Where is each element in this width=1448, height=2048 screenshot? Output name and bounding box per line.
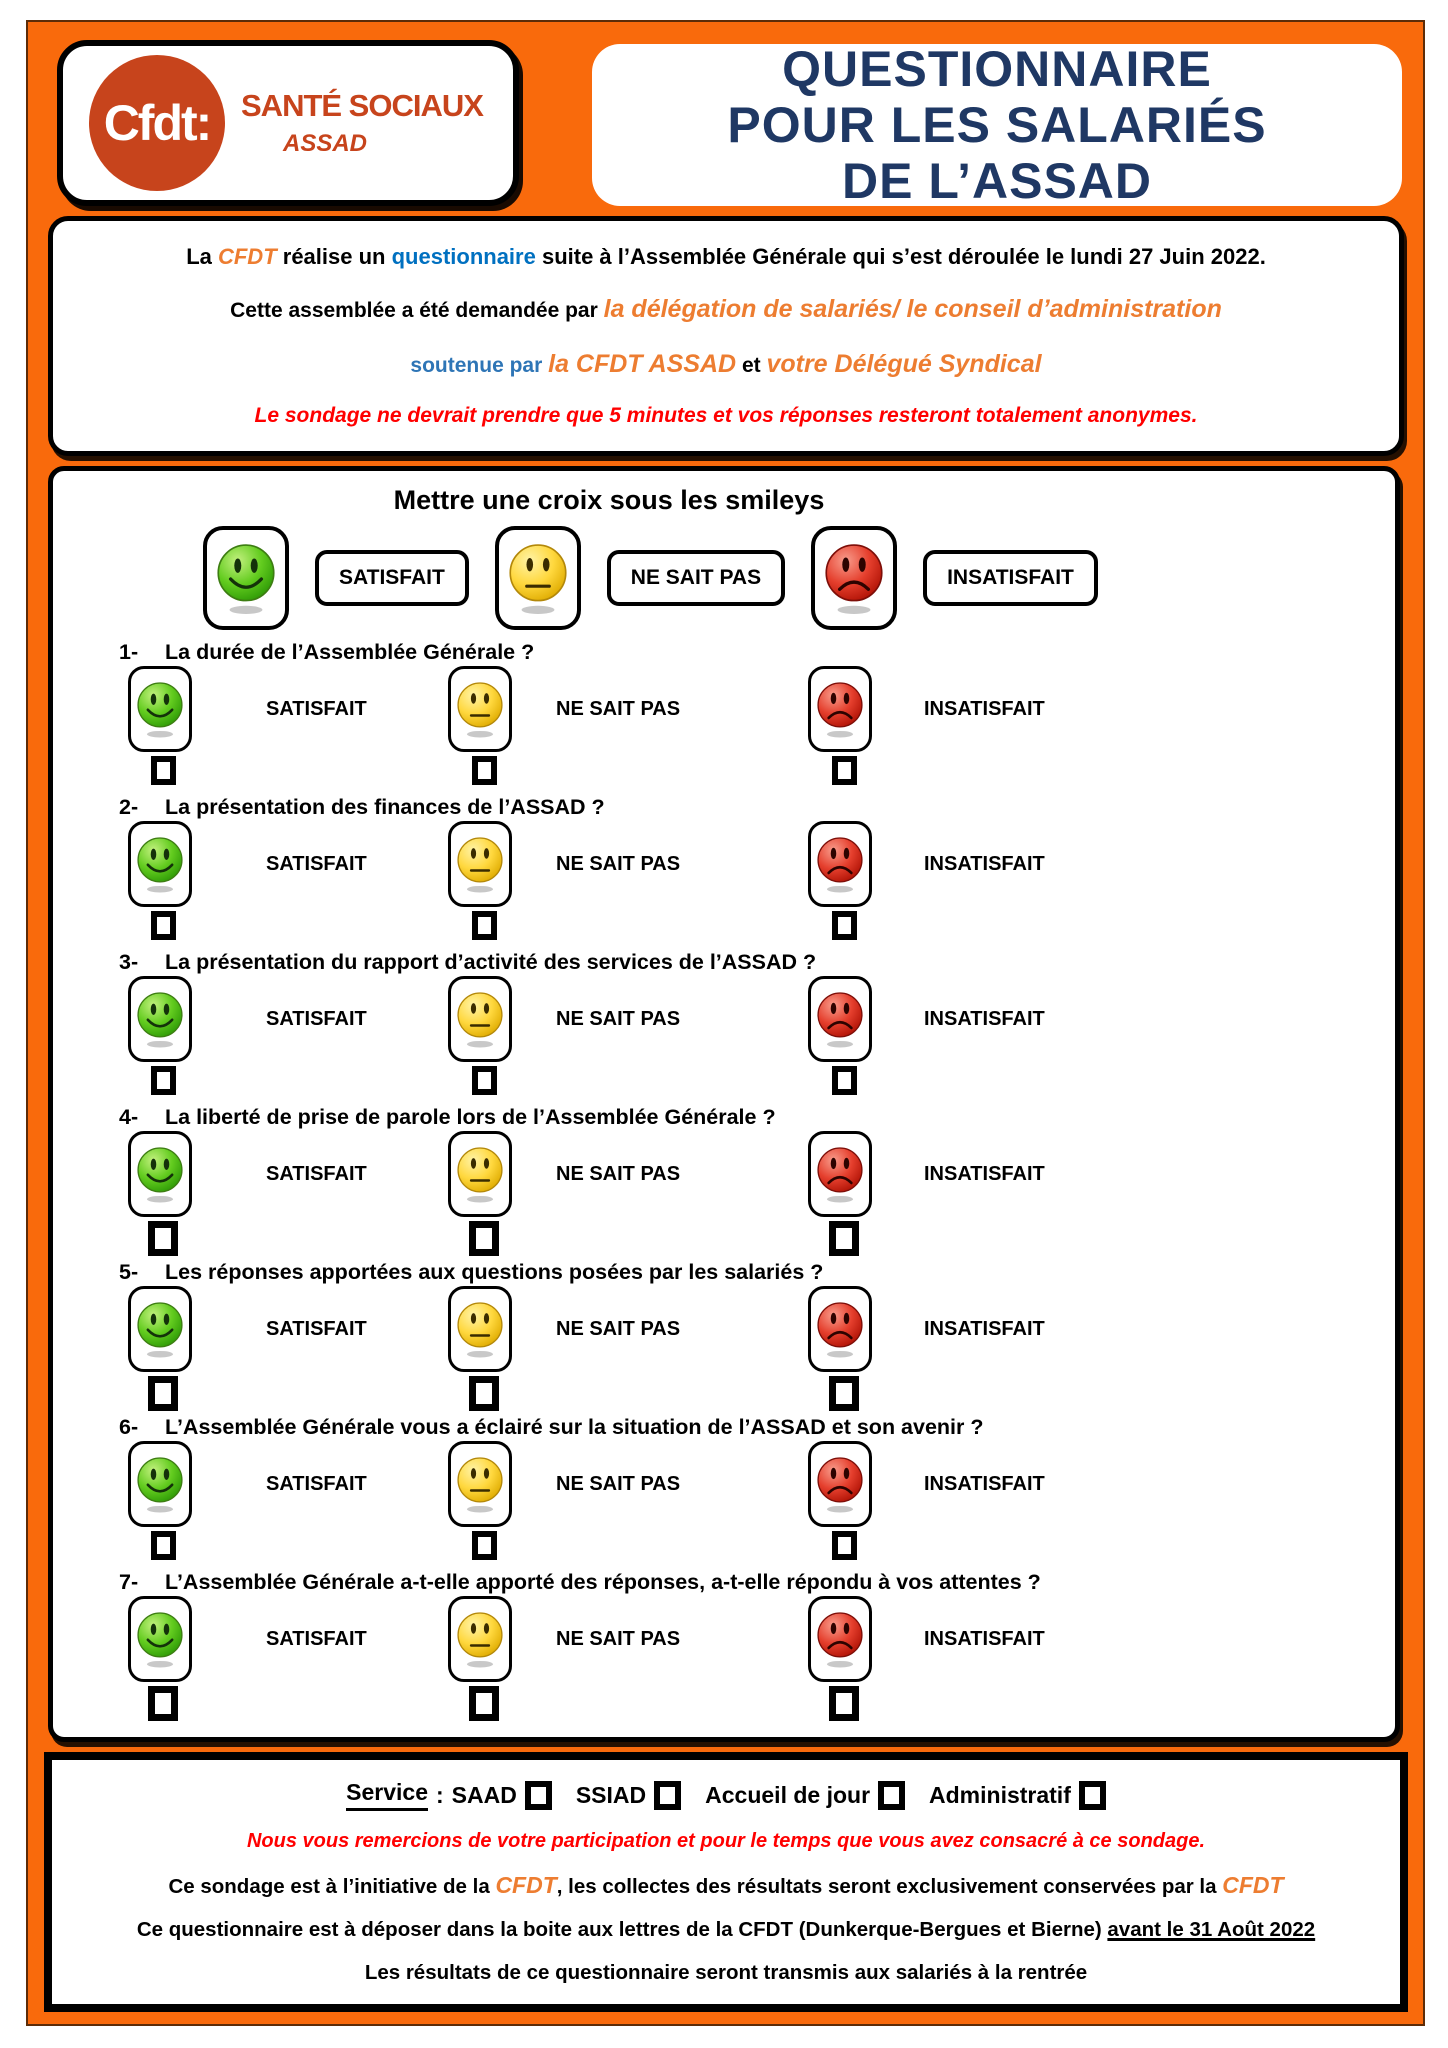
question-block xyxy=(53,634,1395,789)
intro-line-2 xyxy=(79,295,1373,324)
checkbox-row xyxy=(128,911,1395,944)
title-line-2: POUR LES SALARIÉS xyxy=(727,97,1267,153)
checkbox-cell xyxy=(128,911,198,940)
checkbox-cell xyxy=(128,1221,198,1256)
checkbox-row xyxy=(128,1686,1395,1719)
red-sad-smiley xyxy=(811,526,897,630)
yellow-neutral-smiley-icon xyxy=(454,679,506,739)
checkbox-cell xyxy=(448,1221,520,1256)
question-number: 7- xyxy=(119,1570,139,1594)
option-label-insatisfait: INSATISFAIT xyxy=(924,1162,1045,1185)
smiley-options-row xyxy=(128,975,1395,1063)
cfdt-assad-highlight: la CFDT ASSAD xyxy=(548,349,737,378)
logo-text-block xyxy=(241,88,483,158)
yellow-neutral-smiley xyxy=(448,666,512,752)
checkbox-insatisfait[interactable] xyxy=(832,911,857,940)
survey-instruction: Mettre une croix sous les smileys xyxy=(393,485,825,515)
option-label-insatisfait: INSATISFAIT xyxy=(924,1007,1045,1030)
question-number: 4- xyxy=(119,1105,139,1129)
checkbox-satisfait[interactable] xyxy=(151,1531,176,1560)
checkbox-ne-sait-pas[interactable] xyxy=(469,1686,499,1721)
option-label-satisfait: SATISFAIT xyxy=(266,1317,367,1340)
green-happy-smiley xyxy=(128,1596,192,1682)
option-label-insatisfait: INSATISFAIT xyxy=(924,1472,1045,1495)
red-sad-smiley xyxy=(808,1131,872,1217)
intro-text: Cette assemblée a été demandée par xyxy=(230,299,604,323)
option-label-ne-sait-pas: NE SAIT PAS xyxy=(556,1162,681,1185)
title-line-3: DE L’ASSAD xyxy=(841,153,1153,209)
cfdt-highlight: CFDT xyxy=(495,1871,557,1898)
option-label-insatisfait: INSATISFAIT xyxy=(924,1317,1045,1340)
checkbox-ne-sait-pas[interactable] xyxy=(469,1376,499,1411)
legend-label-insatisfait: INSATISFAIT xyxy=(923,550,1098,606)
question-text: La présentation du rapport d’activité des services de l’ASSAD ? xyxy=(165,950,817,974)
cfdt-highlight: CFDT xyxy=(217,243,277,269)
legend-label-satisfait: SATISFAIT xyxy=(315,550,469,606)
smiley-options-row xyxy=(128,1595,1395,1683)
yellow-neutral-smiley xyxy=(448,1441,512,1527)
intro-text: La xyxy=(186,243,218,269)
green-happy-smiley xyxy=(128,1131,192,1217)
page-title xyxy=(592,41,1402,209)
question-text: La présentation des finances de l’ASSAD ? xyxy=(165,795,605,819)
green-happy-smiley xyxy=(203,526,289,630)
question-text: L’Assemblée Générale a-t-elle apporté des réponses, a-t-elle répondu à vos attentes ? xyxy=(165,1570,1041,1594)
option-label-ne-sait-pas: NE SAIT PAS xyxy=(556,852,681,875)
question-block xyxy=(53,1409,1395,1564)
red-sad-smiley xyxy=(808,1596,872,1682)
green-happy-smiley-icon xyxy=(134,1144,186,1204)
red-sad-smiley xyxy=(808,1286,872,1372)
checkbox-insatisfait[interactable] xyxy=(829,1686,859,1721)
service-option-administratif: Administratif xyxy=(929,1781,1071,1808)
deposit-line xyxy=(76,1918,1376,1942)
checkbox-ne-sait-pas[interactable] xyxy=(472,1531,497,1560)
question-text: Les réponses apportées aux questions posées par les salariés ? xyxy=(165,1260,824,1284)
question-number: 6- xyxy=(119,1415,139,1439)
smiley-options-row xyxy=(128,1440,1395,1528)
yellow-neutral-smiley xyxy=(448,1131,512,1217)
checkbox-cell xyxy=(128,756,198,785)
yellow-neutral-smiley-icon xyxy=(454,1144,506,1204)
checkbox-cell xyxy=(128,1686,198,1721)
checkbox-ne-sait-pas[interactable] xyxy=(472,756,497,785)
question-block xyxy=(53,944,1395,1099)
green-happy-smiley-icon xyxy=(134,679,186,739)
checkbox-cell xyxy=(448,756,520,785)
checkbox-ne-sait-pas[interactable] xyxy=(472,911,497,940)
yellow-neutral-smiley xyxy=(495,526,581,630)
checkbox-cell xyxy=(808,1686,880,1721)
intro-text: suite à l’Assemblée Générale qui s’est déroulée le lundi 27 Juin 2022. xyxy=(535,243,1266,269)
red-sad-smiley xyxy=(808,976,872,1062)
questions-list xyxy=(53,634,1395,1719)
smiley-options-row xyxy=(128,820,1395,908)
option-label-ne-sait-pas: NE SAIT PAS xyxy=(556,1627,681,1650)
checkbox-cell xyxy=(808,1066,880,1095)
green-happy-smiley xyxy=(128,666,192,752)
question-block xyxy=(53,1099,1395,1254)
checkbox-service-accueil-de-jour[interactable] xyxy=(878,1781,905,1810)
green-happy-smiley-icon xyxy=(134,1454,186,1514)
checkbox-satisfait[interactable] xyxy=(148,1221,178,1256)
service-option-ssiad: SSIAD xyxy=(575,1781,647,1808)
checkbox-row xyxy=(128,1221,1395,1254)
thanks-note: Nous vous remercions de votre participation et pour le temps que vous avez consacré à ce sondage. xyxy=(246,1830,1206,1853)
cfdt-logo-circle xyxy=(89,55,225,191)
service-option-saad: SAAD xyxy=(451,1781,517,1808)
footer-text: , les collectes des résultats seront exclusivement conservées par la xyxy=(556,1874,1223,1898)
option-label-satisfait: SATISFAIT xyxy=(266,697,367,720)
footer-text: Ce questionnaire est à déposer dans la boite aux lettres de la CFDT (Dunkerque-Bergues et Bierne) xyxy=(136,1917,1108,1941)
smiley-options-row xyxy=(128,1130,1395,1218)
checkbox-row xyxy=(128,1066,1395,1099)
checkbox-cell xyxy=(128,1531,198,1560)
intro-line-1 xyxy=(79,244,1373,270)
red-sad-smiley xyxy=(808,1441,872,1527)
question-block xyxy=(53,1564,1395,1719)
checkbox-row xyxy=(128,1376,1395,1409)
question-number: 5- xyxy=(119,1260,139,1284)
legend-label-ne-sait-pas: NE SAIT PAS xyxy=(607,550,785,606)
checkbox-row xyxy=(128,756,1395,789)
yellow-neutral-smiley-icon xyxy=(454,1609,506,1669)
soutenue-highlight: soutenue par xyxy=(410,353,549,377)
red-sad-smiley-icon xyxy=(821,541,887,615)
checkbox-ne-sait-pas[interactable] xyxy=(472,1066,497,1095)
checkbox-cell xyxy=(448,1686,520,1721)
green-happy-smiley-icon xyxy=(213,541,279,615)
checkbox-cell xyxy=(128,1066,198,1095)
checkbox-satisfait[interactable] xyxy=(151,911,176,940)
yellow-neutral-smiley xyxy=(448,1596,512,1682)
results-line: Les résultats de ce questionnaire seront transmis aux salariés à la rentrée xyxy=(364,1960,1088,1984)
checkbox-cell xyxy=(808,911,880,940)
checkbox-service-ssiad[interactable] xyxy=(654,1781,681,1810)
cfdt-initiative-line xyxy=(76,1872,1376,1899)
option-label-satisfait: SATISFAIT xyxy=(266,852,367,875)
green-happy-smiley xyxy=(128,976,192,1062)
red-sad-smiley-icon xyxy=(814,1299,866,1359)
red-sad-smiley-icon xyxy=(814,679,866,739)
intro-text: réalise un xyxy=(276,243,392,269)
green-happy-smiley-icon xyxy=(134,989,186,1049)
service-colon: : xyxy=(436,1781,444,1808)
checkbox-satisfait[interactable] xyxy=(151,756,176,785)
question-block xyxy=(53,1254,1395,1409)
option-label-ne-sait-pas: NE SAIT PAS xyxy=(556,1472,681,1495)
question-title xyxy=(53,1099,1395,1130)
checkbox-satisfait[interactable] xyxy=(148,1376,178,1411)
green-happy-smiley-icon xyxy=(134,1299,186,1359)
checkbox-satisfait[interactable] xyxy=(148,1686,178,1721)
logo-sub-name: ASSAD xyxy=(283,130,368,157)
checkbox-insatisfait[interactable] xyxy=(829,1221,859,1256)
red-sad-smiley-icon xyxy=(814,1609,866,1669)
yellow-neutral-smiley xyxy=(448,1286,512,1372)
deadline-highlight: avant le 31 Août 2022 xyxy=(1107,1917,1316,1941)
checkbox-satisfait[interactable] xyxy=(151,1066,176,1095)
logo-org-name: SANTÉ SOCIAUX xyxy=(241,88,483,123)
question-title xyxy=(53,634,1395,665)
anonymity-note: Le sondage ne devrait prendre que 5 minutes et vos réponses resteront totalement anonymes. xyxy=(254,404,1198,428)
option-label-insatisfait: INSATISFAIT xyxy=(924,852,1045,875)
option-label-satisfait: SATISFAIT xyxy=(266,1162,367,1185)
intro-text: et xyxy=(736,353,767,377)
intro-box xyxy=(48,216,1404,456)
checkbox-cell xyxy=(448,1531,520,1560)
checkbox-insatisfait[interactable] xyxy=(832,1066,857,1095)
survey-box xyxy=(48,466,1400,1742)
service-line xyxy=(76,1779,1376,1811)
red-sad-smiley-icon xyxy=(814,834,866,894)
option-label-ne-sait-pas: NE SAIT PAS xyxy=(556,697,681,720)
checkbox-insatisfait[interactable] xyxy=(832,1531,857,1560)
checkbox-cell xyxy=(128,1376,198,1411)
checkbox-cell xyxy=(448,911,520,940)
checkbox-cell xyxy=(808,1531,880,1560)
red-sad-smiley-icon xyxy=(814,989,866,1049)
checkbox-service-administratif[interactable] xyxy=(1079,1781,1106,1810)
checkbox-insatisfait[interactable] xyxy=(829,1376,859,1411)
yellow-neutral-smiley-icon xyxy=(454,1454,506,1514)
checkbox-cell xyxy=(808,756,880,785)
green-happy-smiley xyxy=(128,821,192,907)
green-happy-smiley xyxy=(128,1286,192,1372)
red-sad-smiley xyxy=(808,666,872,752)
service-label: Service xyxy=(346,1779,428,1811)
yellow-neutral-smiley-icon xyxy=(505,541,571,615)
smiley-options-row xyxy=(128,665,1395,753)
question-title xyxy=(53,1564,1395,1595)
checkbox-cell xyxy=(448,1066,520,1095)
yellow-neutral-smiley-icon xyxy=(454,1299,506,1359)
option-label-satisfait: SATISFAIT xyxy=(266,1472,367,1495)
footer-text: Ce sondage est à l’initiative de la xyxy=(168,1874,496,1898)
questionnaire-highlight: questionnaire xyxy=(391,243,536,269)
checkbox-service-saad[interactable] xyxy=(525,1781,552,1810)
green-happy-smiley-icon xyxy=(134,834,186,894)
option-label-satisfait: SATISFAIT xyxy=(266,1627,367,1650)
green-happy-smiley xyxy=(128,1441,192,1527)
question-text: La durée de l’Assemblée Générale ? xyxy=(165,640,535,664)
smiley-legend xyxy=(203,526,1395,630)
red-sad-smiley-icon xyxy=(814,1454,866,1514)
checkbox-row xyxy=(128,1531,1395,1564)
checkbox-ne-sait-pas[interactable] xyxy=(469,1221,499,1256)
option-label-ne-sait-pas: NE SAIT PAS xyxy=(556,1317,681,1340)
cfdt-highlight: CFDT xyxy=(1222,1871,1284,1898)
question-title xyxy=(53,944,1395,975)
question-title xyxy=(53,1254,1395,1285)
checkbox-cell xyxy=(808,1376,880,1411)
question-text: La liberté de prise de parole lors de l’Assemblée Générale ? xyxy=(165,1105,776,1129)
cfdt-logo-box xyxy=(57,40,519,206)
option-label-insatisfait: INSATISFAIT xyxy=(924,697,1045,720)
checkbox-cell xyxy=(448,1376,520,1411)
footer-box xyxy=(44,1752,1408,2012)
question-title xyxy=(53,789,1395,820)
yellow-neutral-smiley xyxy=(448,821,512,907)
cfdt-brand-text: Cfdt: xyxy=(103,95,211,151)
green-happy-smiley-icon xyxy=(134,1609,186,1669)
question-number: 2- xyxy=(119,795,139,819)
option-label-ne-sait-pas: NE SAIT PAS xyxy=(556,1007,681,1030)
delegation-highlight: la délégation de salariés/ le conseil d’administration xyxy=(603,295,1222,324)
yellow-neutral-smiley-icon xyxy=(454,834,506,894)
yellow-neutral-smiley-icon xyxy=(454,989,506,1049)
title-line-1: QUESTIONNAIRE xyxy=(782,41,1212,97)
yellow-neutral-smiley xyxy=(448,976,512,1062)
red-sad-smiley xyxy=(808,821,872,907)
smiley-options-row xyxy=(128,1285,1395,1373)
intro-line-3 xyxy=(79,350,1373,379)
option-label-insatisfait: INSATISFAIT xyxy=(924,1627,1045,1650)
question-number: 3- xyxy=(119,950,139,974)
checkbox-cell xyxy=(808,1221,880,1256)
question-title xyxy=(53,1409,1395,1440)
service-option-accueil: Accueil de jour xyxy=(705,1781,871,1808)
option-label-satisfait: SATISFAIT xyxy=(266,1007,367,1030)
red-sad-smiley-icon xyxy=(814,1144,866,1204)
delegue-highlight: votre Délégué Syndical xyxy=(766,349,1042,378)
checkbox-insatisfait[interactable] xyxy=(832,756,857,785)
question-number: 1- xyxy=(119,640,139,664)
question-text: L’Assemblée Générale vous a éclairé sur la situation de l’ASSAD et son avenir ? xyxy=(165,1415,984,1439)
question-block xyxy=(53,789,1395,944)
